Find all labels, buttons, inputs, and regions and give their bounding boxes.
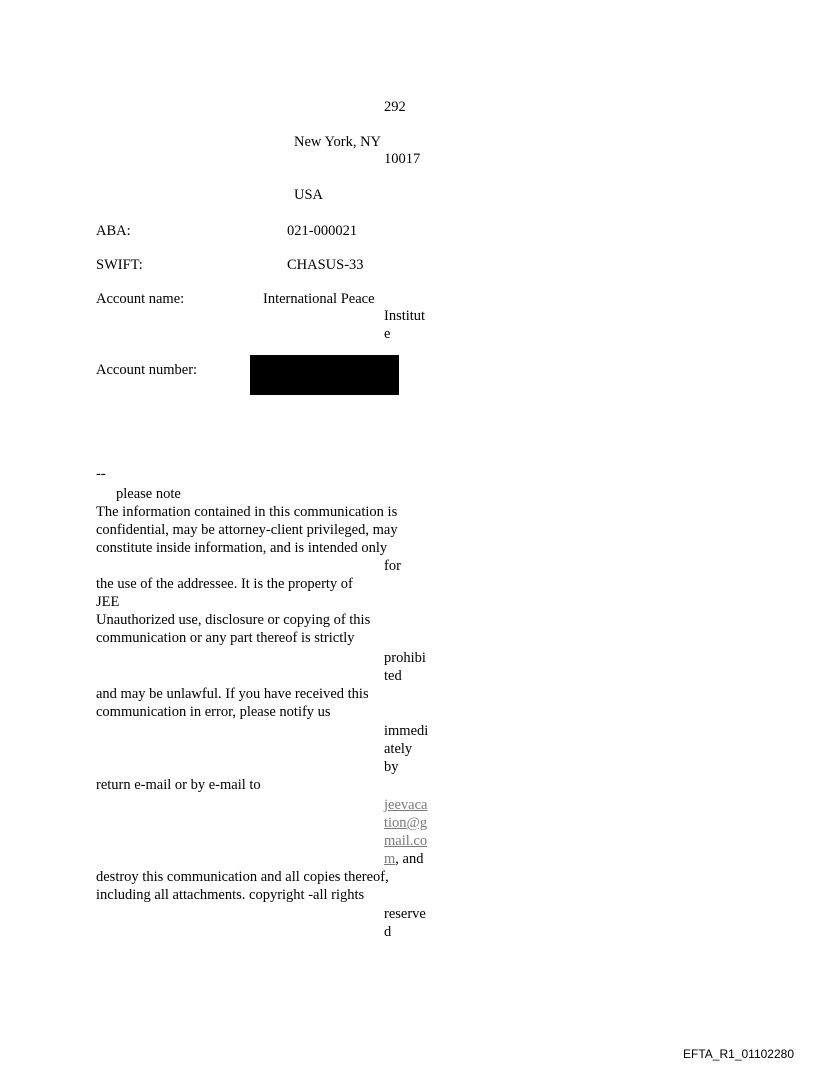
aba-value: 021-000021 [287, 223, 358, 239]
email-link-part[interactable]: tion@g [384, 815, 428, 831]
address-number: 292 [384, 99, 406, 115]
disclaimer-line: immedi [384, 723, 429, 739]
account-number-redaction [250, 355, 399, 395]
email-link-part[interactable]: mail.co [384, 833, 428, 849]
disclaimer-line: reserve [384, 906, 426, 922]
address-country: USA [294, 187, 324, 203]
separator: -- [96, 466, 106, 482]
account-name-line-3: e [384, 326, 391, 342]
disclaimer-line: Unauthorized use, disclosure or copying of this [96, 612, 371, 628]
account-name-label: Account name: [96, 291, 185, 307]
disclaimer-line: confidential, may be attorney-client privileged, may [96, 522, 398, 538]
disclaimer-line: destroy this communication and all copies thereof, [96, 869, 389, 885]
disclaimer-line: ted [384, 668, 402, 684]
disclaimer-line: The information contained in this communication is [96, 504, 398, 520]
document-id: EFTA_R1_01102280 [683, 1047, 794, 1061]
disclaimer-line: including all attachments. copyright -all rights [96, 887, 365, 903]
disclaimer-line: communication or any part thereof is strictly [96, 630, 355, 646]
disclaimer-line: for [384, 558, 401, 574]
disclaimer-heading: please note [116, 486, 181, 502]
disclaimer-line: d [384, 924, 392, 940]
disclaimer-line: return e-mail or by e-mail to [96, 777, 261, 793]
disclaimer-text: , and [395, 851, 424, 867]
disclaimer-line: the use of the addressee. It is the property of [96, 576, 353, 592]
address-city-line-1: New York, NY [294, 134, 382, 150]
address-city-line-2: 10017 [384, 151, 421, 167]
disclaimer-line: prohibi [384, 650, 426, 666]
disclaimer-line: by [384, 759, 399, 775]
disclaimer-line: and may be unlawful. If you have received this [96, 686, 369, 702]
disclaimer-line: constitute inside information, and is intended only [96, 540, 388, 556]
disclaimer-line: communication in error, please notify us [96, 704, 331, 720]
email-link-part[interactable]: jeevaca [384, 797, 428, 813]
email-link-last-line [384, 850, 423, 868]
email-link-part[interactable]: m [384, 851, 396, 867]
account-name-line-2: Institut [384, 308, 426, 324]
swift-value: CHASUS-33 [287, 257, 364, 273]
disclaimer-line: JEE [96, 594, 120, 610]
aba-label: ABA: [96, 223, 131, 239]
swift-label: SWIFT: [96, 257, 143, 273]
disclaimer-line: ately [384, 741, 413, 757]
account-number-label: Account number: [96, 362, 198, 378]
account-name-line-1: International Peace [263, 291, 375, 307]
